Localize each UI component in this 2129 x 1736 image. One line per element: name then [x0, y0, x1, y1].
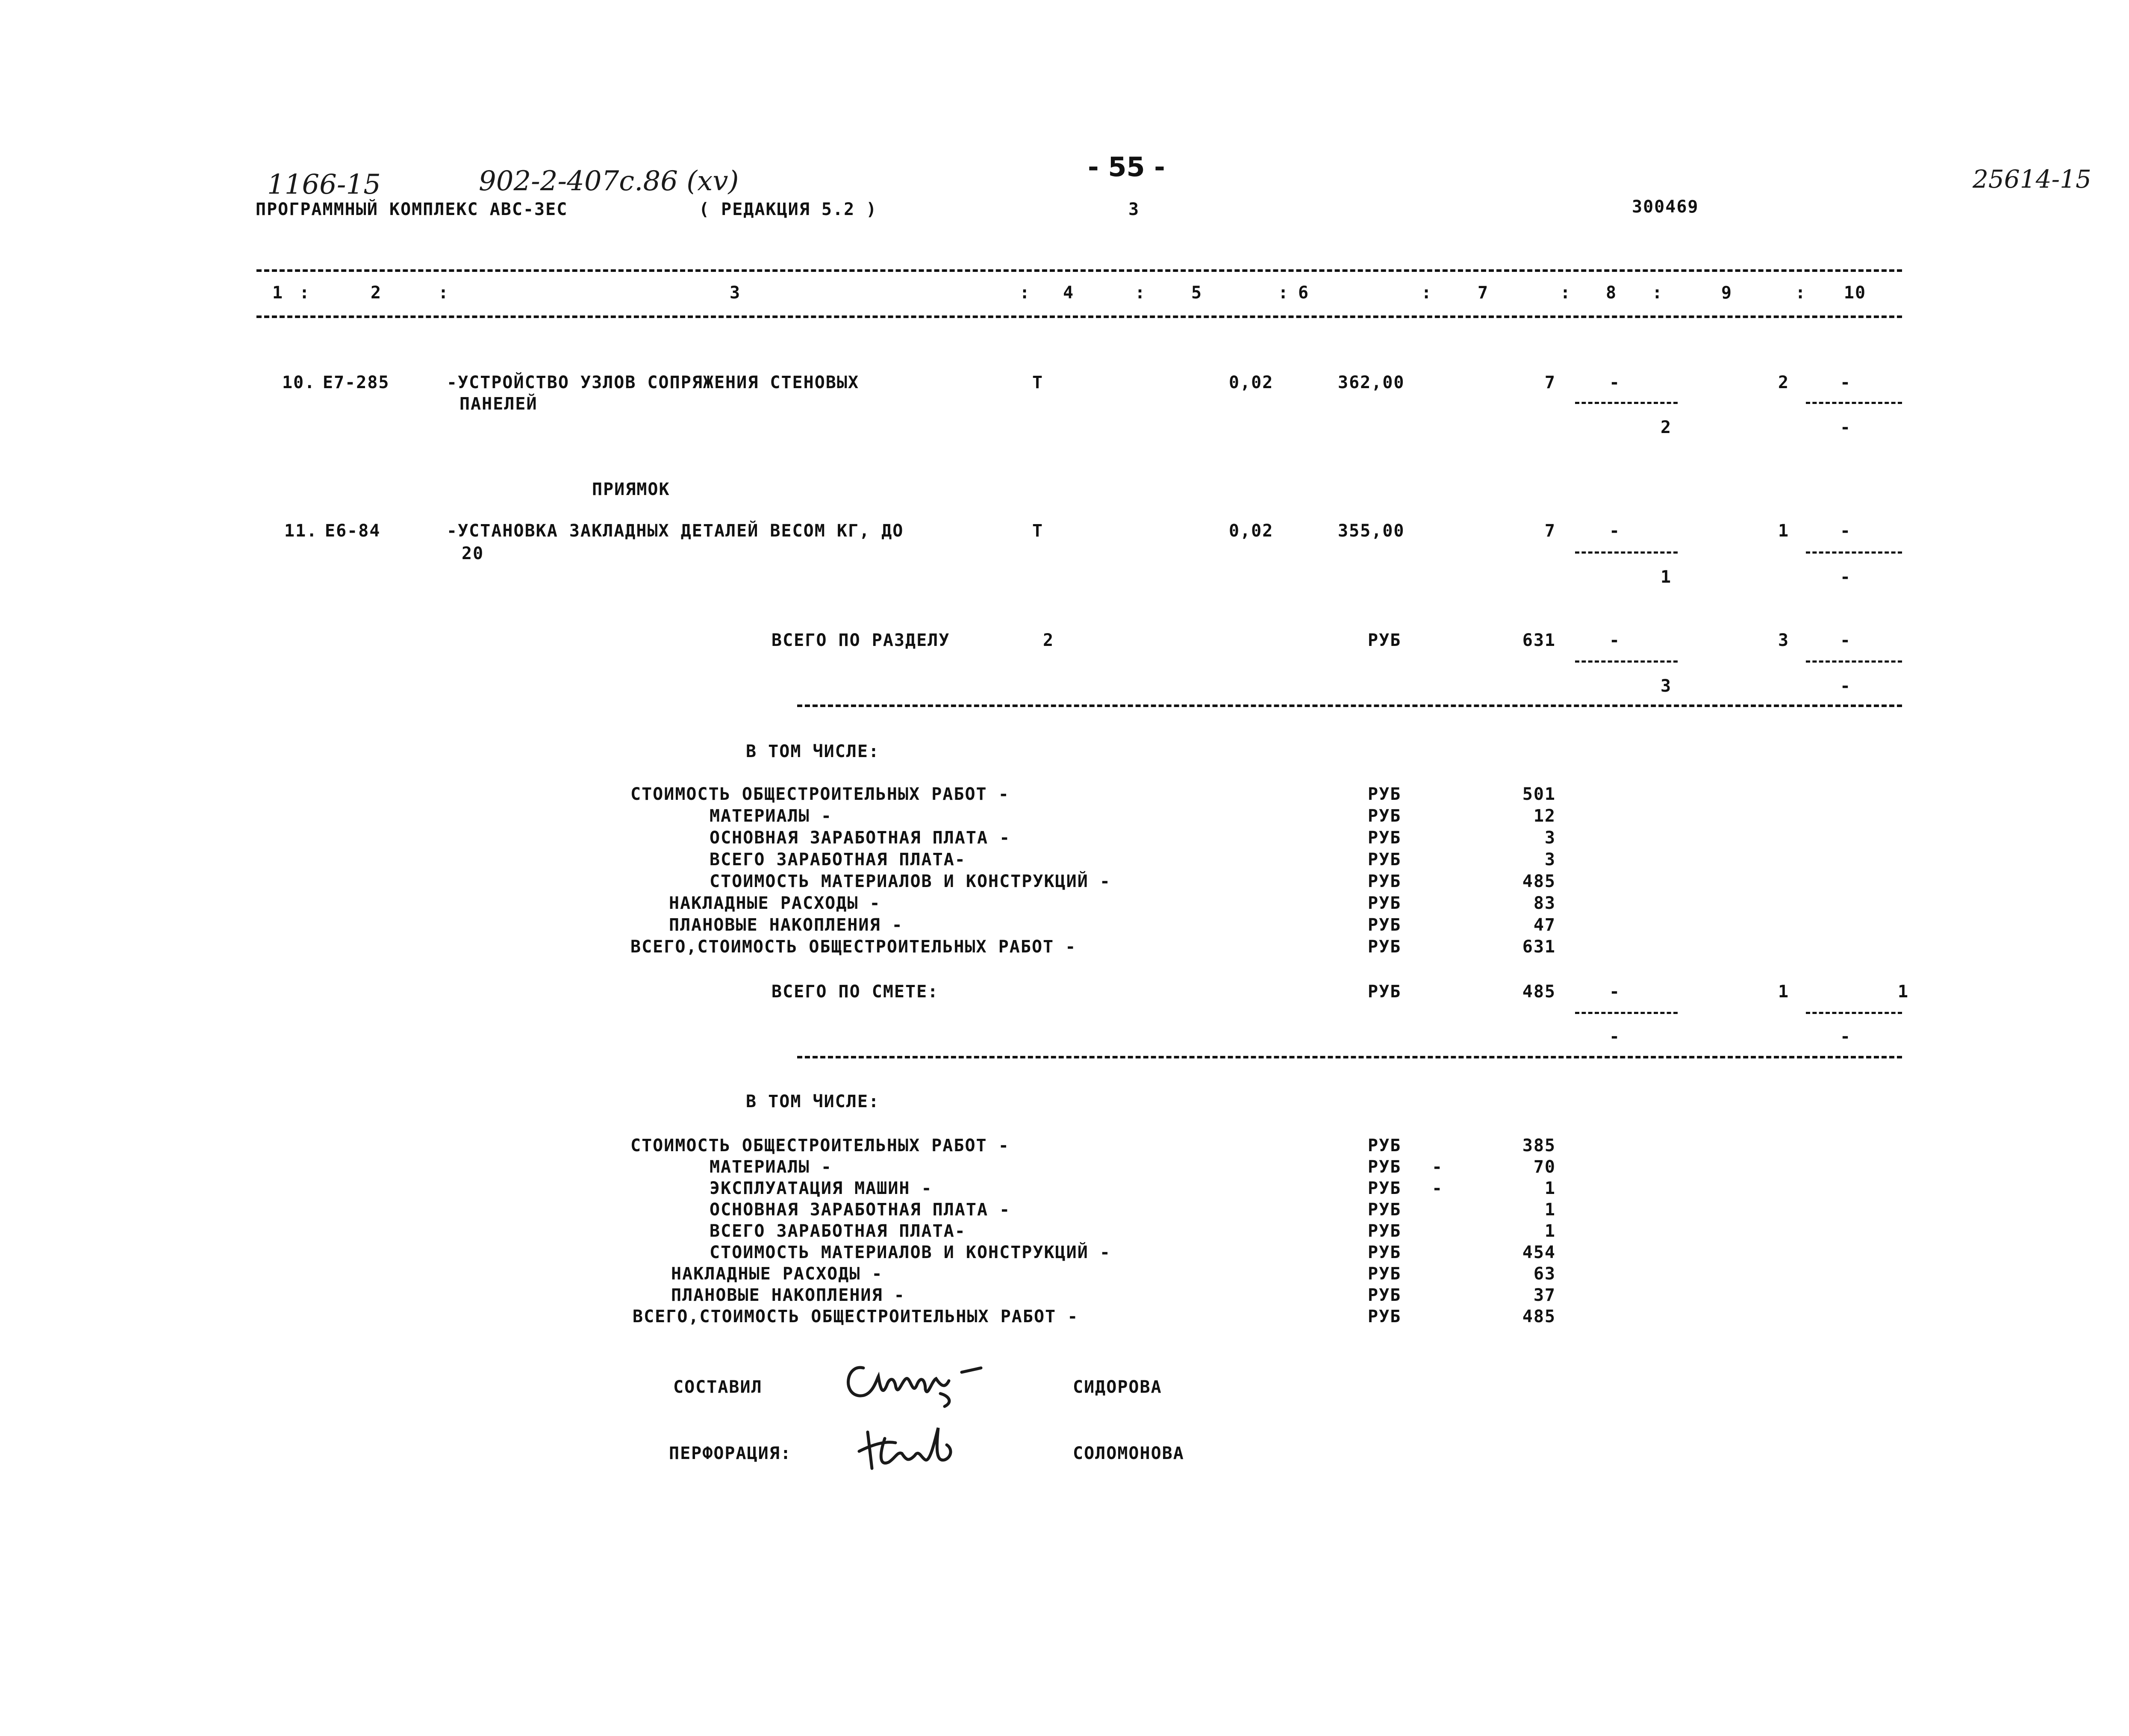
- item-col8-top: -: [1609, 521, 1621, 541]
- item-col10-bottom: -: [1840, 418, 1852, 437]
- item-quantity: 0,02: [1229, 521, 1274, 541]
- perforation-signature: [855, 1419, 966, 1475]
- item-col10-top: -: [1840, 373, 1852, 392]
- breakdown-label: ЭКСПЛУАТАЦИЯ МАШИН -: [710, 1179, 933, 1198]
- breakdown-unit: РУБ: [1368, 806, 1402, 826]
- breakdown-value: 3: [1544, 828, 1556, 848]
- breakdown-unit: РУБ: [1368, 1179, 1402, 1198]
- breakdown-unit: РУБ: [1368, 915, 1402, 935]
- breakdown-label: НАКЛАДНЫЕ РАСХОДЫ -: [669, 893, 881, 913]
- breakdown-label: НАКЛАДНЫЕ РАСХОДЫ -: [671, 1264, 883, 1284]
- item-name-cont: ПАНЕЛЕЙ: [459, 394, 538, 414]
- col10-rule: [1806, 551, 1902, 554]
- item-unit: Т: [1032, 521, 1044, 541]
- page-number: - 55 -: [1088, 151, 1165, 183]
- header-rule-bottom: [256, 315, 1902, 318]
- compiled-by-name: СИДОРОВА: [1073, 1377, 1162, 1397]
- breakdown-value: 485: [1522, 1307, 1556, 1326]
- col10-rule: [1806, 660, 1902, 663]
- section-total-unit: РУБ: [1368, 631, 1402, 650]
- item-code: Е6-84: [325, 521, 381, 541]
- section-total-col10-bottom: -: [1840, 676, 1852, 696]
- estimate-total-col8-bottom: -: [1609, 1027, 1621, 1046]
- breakdown-label: ОСНОВНАЯ ЗАРАБОТНАЯ ПЛАТА -: [710, 1200, 1011, 1220]
- breakdown-value: 70: [1533, 1157, 1556, 1177]
- breakdown-label: СТОИМОСТЬ ОБЩЕСТРОИТЕЛЬНЫХ РАБОТ -: [630, 1136, 1010, 1155]
- estimate-total-value: 485: [1522, 982, 1556, 1002]
- item-unit: Т: [1032, 373, 1044, 392]
- item-name: -УСТРОЙСТВО УЗЛОВ СОПРЯЖЕНИЯ СТЕНОВЫХ: [447, 373, 860, 392]
- breakdown-value: 485: [1522, 872, 1556, 891]
- breakdown-unit: РУБ: [1368, 1200, 1402, 1220]
- column-separators: :: [1278, 283, 1289, 303]
- breakdown-value: 63: [1533, 1264, 1556, 1284]
- section-total-col8-top: -: [1609, 631, 1621, 650]
- item-col10-bottom: -: [1840, 567, 1852, 587]
- compiled-by-label: СОСТАВИЛ: [673, 1377, 763, 1397]
- breakdown-label: ВСЕГО,СТОИМОСТЬ ОБЩЕСТРОИТЕЛЬНЫХ РАБОТ -: [633, 1307, 1079, 1326]
- section-total-col10-top: -: [1840, 631, 1852, 650]
- col8-rule: [1575, 1012, 1678, 1014]
- breakdown-value: 1: [1544, 1221, 1556, 1241]
- breakdown-label: МАТЕРИАЛЫ -: [710, 806, 832, 826]
- item-name-cont: 20: [462, 544, 484, 563]
- handwritten-project-code: 902-2-407c.86 (xv): [479, 165, 739, 197]
- breakdown-label: ВСЕГО ЗАРАБОТНАЯ ПЛАТА-: [710, 1221, 966, 1241]
- item-col8-top: -: [1609, 373, 1621, 392]
- breakdown-label: ПЛАНОВЫЕ НАКОПЛЕНИЯ -: [671, 1285, 905, 1305]
- breakdown-unit: РУБ: [1368, 1221, 1402, 1241]
- column-number: 9: [1721, 283, 1733, 303]
- column-number: 2: [370, 283, 382, 303]
- item-total: 7: [1544, 521, 1556, 541]
- column-number: 7: [1477, 283, 1489, 303]
- compiled-signature: [838, 1355, 992, 1411]
- item-code: Е7-285: [323, 373, 390, 392]
- column-separators: :: [1135, 283, 1145, 303]
- column-number: 3: [729, 283, 741, 303]
- handwritten-right-code: 25614-15: [1973, 165, 2091, 194]
- estimate-total-col8-top: -: [1609, 982, 1621, 1002]
- header-rule-top: [256, 269, 1902, 272]
- sheet-number: 3: [1128, 200, 1140, 219]
- breakdown-unit: РУБ: [1368, 1307, 1402, 1326]
- breakdown-unit: РУБ: [1368, 937, 1402, 957]
- column-number: 4: [1063, 283, 1075, 303]
- breakdown-label: ВСЕГО,СТОИМОСТЬ ОБЩЕСТРОИТЕЛЬНЫХ РАБОТ -: [630, 937, 1077, 957]
- breakdown-value: 631: [1522, 937, 1556, 957]
- breakdown-label: СТОИМОСТЬ МАТЕРИАЛОВ И КОНСТРУКЦИЙ -: [710, 872, 1111, 891]
- column-number: 6: [1298, 283, 1310, 303]
- breakdown-unit: РУБ: [1368, 1136, 1402, 1155]
- breakdown-value: 1: [1544, 1179, 1556, 1198]
- item-col9: 2: [1778, 373, 1790, 392]
- estimate-total-rule: [797, 1056, 1902, 1058]
- item-name: -УСТАНОВКА ЗАКЛАДНЫХ ДЕТАЛЕЙ ВЕСОМ КГ, ДО: [447, 521, 904, 541]
- item-quantity: 0,02: [1229, 373, 1274, 392]
- breakdown-label: ОСНОВНАЯ ЗАРАБОТНАЯ ПЛАТА -: [710, 828, 1011, 848]
- column-number: 1: [272, 283, 284, 303]
- section-total-col8-bottom: 3: [1661, 676, 1672, 696]
- breakdown-unit: РУБ: [1368, 893, 1402, 913]
- breakdown-value: 1: [1544, 1200, 1556, 1220]
- perforation-name: СОЛОМОНОВА: [1073, 1444, 1184, 1463]
- item-number: 10.: [282, 373, 316, 392]
- perforation-label: ПЕРФОРАЦИЯ:: [669, 1444, 792, 1463]
- column-separators: :: [1652, 283, 1663, 303]
- column-separators: :: [1795, 283, 1806, 303]
- estimate-total-label: ВСЕГО ПО СМЕТЕ:: [772, 982, 939, 1002]
- column-separators: :: [1019, 283, 1030, 303]
- breakdown-label: ПЛАНОВЫЕ НАКОПЛЕНИЯ -: [669, 915, 903, 935]
- estimate-total-unit: РУБ: [1368, 982, 1402, 1002]
- breakdown-unit: РУБ: [1368, 828, 1402, 848]
- section-total-count: 2: [1043, 631, 1054, 650]
- col8-rule: [1575, 660, 1678, 663]
- col10-rule: [1806, 1012, 1902, 1014]
- column-number: 8: [1605, 283, 1617, 303]
- column-separators: :: [299, 283, 310, 303]
- handwritten-left-code: 1166-15: [267, 169, 381, 200]
- breakdown-label: СТОИМОСТЬ МАТЕРИАЛОВ И КОНСТРУКЦИЙ -: [710, 1243, 1111, 1262]
- item-col9: 1: [1778, 521, 1790, 541]
- breakdown-value: 12: [1533, 806, 1556, 826]
- breakdown-unit: РУБ: [1368, 784, 1402, 804]
- col10-rule: [1806, 402, 1902, 404]
- section-heading: ПРИЯМОК: [592, 480, 670, 499]
- estimate-total-col10-bottom: -: [1840, 1027, 1852, 1046]
- item-col8-bottom: 1: [1661, 567, 1672, 587]
- section-total-col9: 3: [1778, 631, 1790, 650]
- breakdown-label: ВСЕГО ЗАРАБОТНАЯ ПЛАТА-: [710, 850, 966, 869]
- section-total-label: ВСЕГО ПО РАЗДЕЛУ: [772, 631, 950, 650]
- section-total-rule: [797, 704, 1902, 707]
- breakdown-unit: РУБ: [1368, 850, 1402, 869]
- item-price: 355,00: [1338, 521, 1405, 541]
- breakdown-value: 454: [1522, 1243, 1556, 1262]
- breakdown-value: 83: [1533, 893, 1556, 913]
- estimate-total-col10-top: 1: [1898, 982, 1909, 1002]
- breakdown-unit: РУБ: [1368, 1264, 1402, 1284]
- col8-rule: [1575, 402, 1678, 404]
- breakdown-dash: -: [1432, 1157, 1443, 1177]
- estimate-total-col9: 1: [1778, 982, 1790, 1002]
- report-date: 300469: [1632, 197, 1699, 217]
- including-label: В ТОМ ЧИСЛЕ:: [746, 1092, 880, 1111]
- item-col8-bottom: 2: [1661, 418, 1672, 437]
- column-number: 10: [1843, 283, 1867, 303]
- item-total: 7: [1544, 373, 1556, 392]
- breakdown-unit: РУБ: [1368, 872, 1402, 891]
- breakdown-unit: РУБ: [1368, 1285, 1402, 1305]
- including-label: В ТОМ ЧИСЛЕ:: [746, 742, 880, 761]
- breakdown-dash: -: [1432, 1179, 1443, 1198]
- breakdown-label: СТОИМОСТЬ ОБЩЕСТРОИТЕЛЬНЫХ РАБОТ -: [630, 784, 1010, 804]
- column-separators: :: [1560, 283, 1571, 303]
- item-col10-top: -: [1840, 521, 1852, 541]
- column-separators: :: [1421, 283, 1432, 303]
- column-number: 5: [1191, 283, 1203, 303]
- item-price: 362,00: [1338, 373, 1405, 392]
- breakdown-unit: РУБ: [1368, 1157, 1402, 1177]
- breakdown-value: 385: [1522, 1136, 1556, 1155]
- section-total-value: 631: [1522, 631, 1556, 650]
- column-separators: :: [438, 283, 449, 303]
- breakdown-value: 3: [1544, 850, 1556, 869]
- program-edition: ( РЕДАКЦИЯ 5.2 ): [699, 200, 878, 219]
- program-title: ПРОГРАММНЫЙ КОМПЛЕКС АВС-3ЕС: [256, 200, 568, 219]
- item-number: 11.: [284, 521, 318, 541]
- breakdown-value: 47: [1533, 915, 1556, 935]
- breakdown-value: 501: [1522, 784, 1556, 804]
- breakdown-unit: РУБ: [1368, 1243, 1402, 1262]
- breakdown-value: 37: [1533, 1285, 1556, 1305]
- col8-rule: [1575, 551, 1678, 554]
- breakdown-label: МАТЕРИАЛЫ -: [710, 1157, 832, 1177]
